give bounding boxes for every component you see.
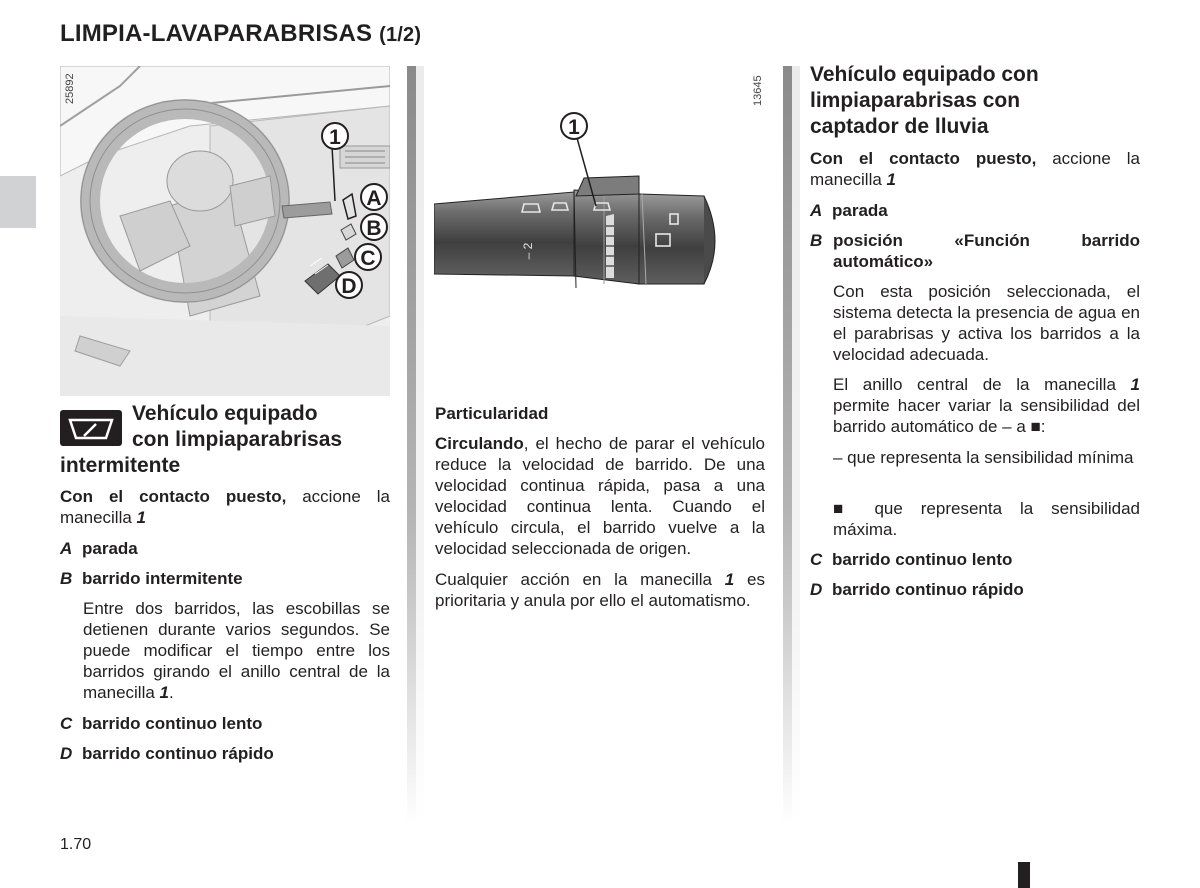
corner-mark: [1018, 862, 1030, 888]
stalk-callout-1: 1: [568, 116, 580, 139]
col3-item-b: [810, 230, 1140, 272]
item-label: posición «Función barrido automático»: [833, 231, 1140, 271]
col3-b-p2-post: permite hacer variar la sensibilidad del barrido automático de – a ■:: [833, 396, 1140, 436]
col1-b-text: Entre dos barridos, las escobillas se detienen durante varios segundos. Se puede modificar el tiempo entre los barridos girando el anillo central de la manecilla: [83, 599, 390, 702]
item-letter: B: [810, 231, 823, 250]
chapter-tab: [0, 176, 36, 228]
col3-b-paragraph-2: [833, 374, 1140, 437]
page-number: 1.70: [60, 836, 92, 853]
column-shade-right: [792, 66, 800, 826]
col2-heading: Particularidad: [435, 404, 549, 423]
item-letter: D: [810, 580, 823, 599]
item-label: barrido continuo rápido: [82, 744, 274, 763]
col1-heading-line3: intermitente: [60, 454, 181, 477]
column-shade-left: [416, 66, 424, 826]
col2-p1-bold: Circulando: [435, 434, 524, 453]
callout-d: D: [341, 275, 357, 298]
item-letter: A: [60, 539, 73, 558]
item-letter: B: [60, 569, 73, 588]
column-divider-left: [407, 66, 416, 826]
col1-item-c: [60, 713, 262, 734]
col1-intro-num: 1: [136, 508, 147, 527]
col1-intro-bold: Con el contacto puesto,: [60, 487, 287, 506]
col3-b-paragraph-3: – que representa la sensibilidad mínima: [833, 448, 1134, 467]
col2-p2-post: es prioritaria y anula por ello el automatismo.: [435, 570, 765, 610]
callout-a: A: [366, 187, 382, 210]
svg-text:– 2: – 2: [521, 242, 535, 260]
callout-1: 1: [329, 126, 341, 149]
steering-wheel-figure: [60, 66, 390, 396]
col1-intro-rest: accione la manecilla: [60, 487, 390, 527]
item-label: barrido continuo lento: [82, 714, 263, 733]
page-title-text: LIMPIA-LAVAPARABRISAS: [60, 20, 373, 47]
col2-p1-rest: , el hecho de parar el vehículo reduce la velocidad de barrido. De una velocidad continua rápida, pasa a una velocidad continua lenta. Cuando el vehículo circula, el barrido vuelve a la velocidad seleccionada de origen.: [435, 434, 765, 558]
page-title-part: (1/2): [379, 24, 422, 46]
col3-b-paragraph-1: Con esta posición seleccionada, el sistema detecta la presencia de agua en el parabrisas y activa los barridos a la velocidad adecuada.: [833, 282, 1140, 364]
item-label: barrido continuo lento: [832, 550, 1013, 569]
col3-item-d: [810, 579, 1024, 600]
col2-p2-pre: Cualquier acción en la manecilla: [435, 570, 725, 589]
callout-b: B: [366, 217, 382, 240]
figure-id-right: 13645: [752, 75, 764, 106]
col3-intro-rest: accione la manecilla: [810, 149, 1140, 189]
col1-intro: [60, 486, 390, 528]
col3-heading-line2: limpiaparabrisas con: [810, 89, 1021, 112]
col1-item-b: [60, 568, 243, 589]
col1-heading-line1: Vehículo equipado: [132, 402, 318, 425]
item-label: barrido continuo rápido: [832, 580, 1024, 599]
col2-p2-num: 1: [724, 570, 735, 589]
windshield-wiper-icon: [60, 410, 122, 446]
item-letter: C: [810, 550, 823, 569]
col1-item-d: [60, 743, 274, 764]
col2-paragraph-2: [435, 569, 765, 611]
figure-id-left: 25892: [64, 73, 76, 104]
col1-b-description: [83, 598, 390, 703]
col3-item-a: [810, 200, 888, 221]
item-label: barrido intermitente: [82, 569, 243, 588]
col3-b-paragraph-4: ■ que representa la sensibilidad máxima.: [833, 499, 1140, 539]
col1-heading-line2: con limpiaparabrisas: [132, 428, 343, 451]
col3-intro-bold: Con el contacto puesto,: [810, 149, 1037, 168]
wiper-stalk-illustration: [434, 66, 766, 296]
col3-b-p2-pre: El anillo central de la manecilla: [833, 375, 1131, 394]
item-letter: A: [810, 201, 823, 220]
item-letter: C: [60, 714, 73, 733]
col1-b-end: .: [169, 683, 174, 702]
callout-c: C: [360, 247, 376, 270]
col3-heading-line3: captador de lluvia: [810, 115, 989, 138]
item-label: parada: [832, 201, 888, 220]
steering-wheel-illustration: [60, 66, 390, 396]
item-label: parada: [82, 539, 138, 558]
col1-b-num: 1: [159, 683, 170, 702]
column-divider-right: [783, 66, 792, 826]
col3-intro: [810, 148, 1140, 190]
col1-item-a: [60, 538, 138, 559]
col3-heading-line1: Vehículo equipado con: [810, 63, 1039, 86]
page-title: [60, 20, 421, 48]
wiper-symbol-badge: [60, 410, 122, 446]
col2-paragraph-1: [435, 433, 765, 559]
item-letter: D: [60, 744, 73, 763]
wiper-stalk-figure: [434, 66, 766, 296]
col3-item-c: [810, 549, 1012, 570]
col3-b-p2-num: 1: [1130, 375, 1140, 394]
col3-intro-num: 1: [886, 170, 897, 189]
